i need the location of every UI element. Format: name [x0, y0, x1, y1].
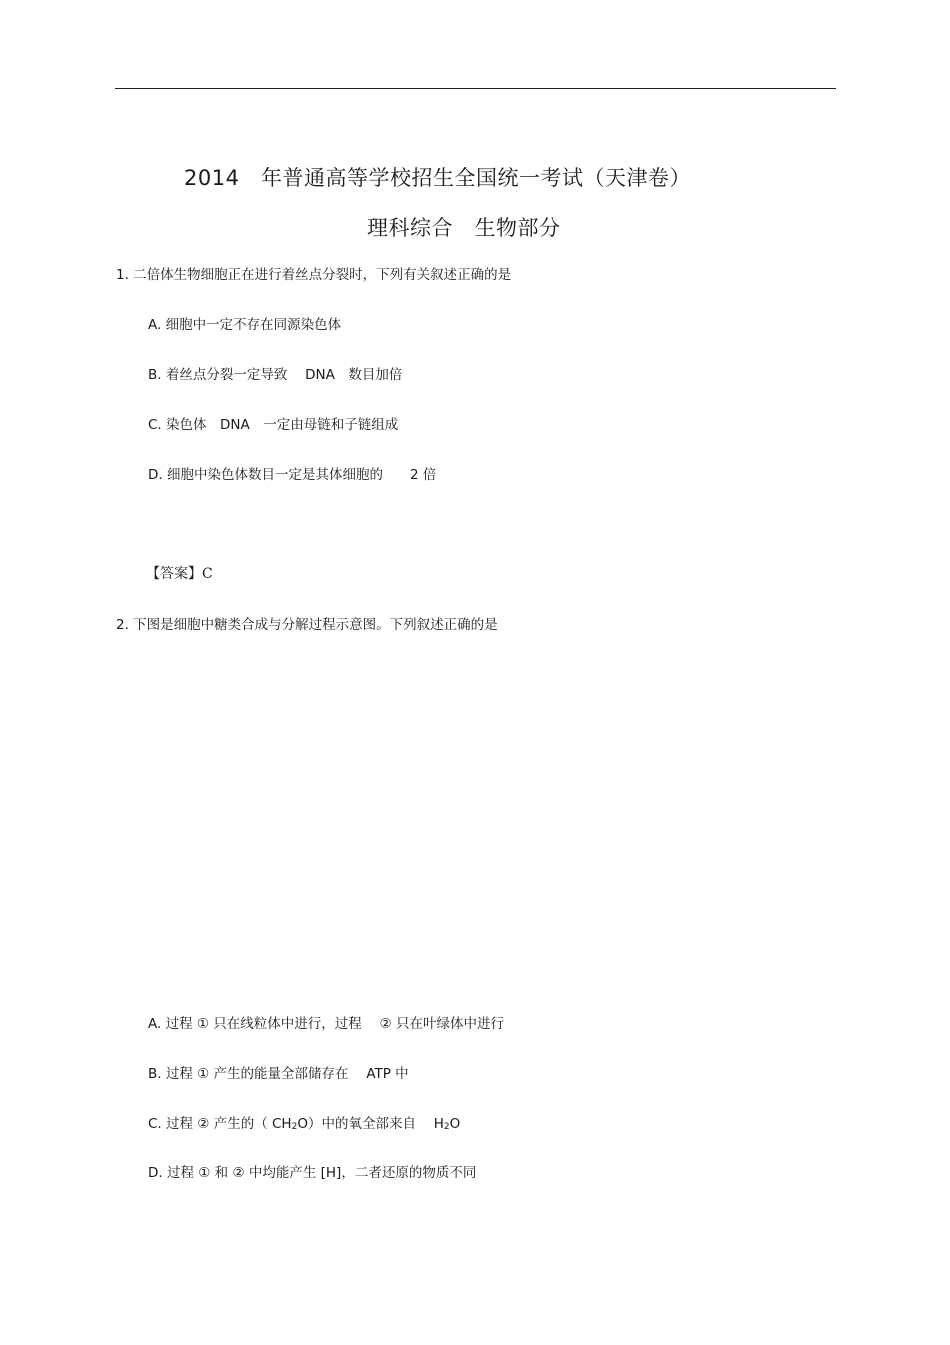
option-c-text-1: C. 过程 ② 产生的（ CH [148, 1116, 292, 1132]
question-1-option-a: A. 细胞中一定不存在同源染色体 [148, 317, 342, 333]
question-1-answer: 【答案】C [146, 566, 213, 582]
question-2-option-b: B. 过程 ① 产生的能量全部储存在 ATP 中 [148, 1066, 409, 1082]
subscript-2: 2 [291, 1122, 298, 1132]
option-c-text-2: O）中的氧全部来自 H [297, 1116, 444, 1132]
question-2-option-d: D. 过程 ① 和 ② 中均能产生 [H]，二者还原的物质不同 [148, 1165, 477, 1181]
exam-subtitle: 理科综合 生物部分 [367, 216, 561, 240]
question-2-option-c [148, 1112, 460, 1132]
question-1-stem: 1. 二倍体生物细胞正在进行着丝点分裂时，下列有关叙述正确的是 [116, 267, 512, 283]
exam-title: 2014 年普通高等学校招生全国统一考试（天津卷） [184, 166, 691, 190]
option-c-text-3: O [449, 1116, 461, 1132]
question-2-stem: 2. 下图是细胞中糖类合成与分解过程示意图。下列叙述正确的是 [116, 617, 498, 633]
question-1-option-b: B. 着丝点分裂一定导致 DNA 数目加倍 [148, 367, 403, 383]
header-rule [115, 88, 836, 89]
question-1-option-d: D. 细胞中染色体数目一定是其体细胞的 2 倍 [148, 467, 437, 483]
question-1-option-c: C. 染色体 DNA 一定由母链和子链组成 [148, 417, 399, 433]
subscript-2: 2 [443, 1122, 450, 1132]
question-2-option-a: A. 过程 ① 只在线粒体中进行，过程 ② 只在叶绿体中进行 [148, 1016, 504, 1032]
figure-area [115, 640, 836, 1000]
